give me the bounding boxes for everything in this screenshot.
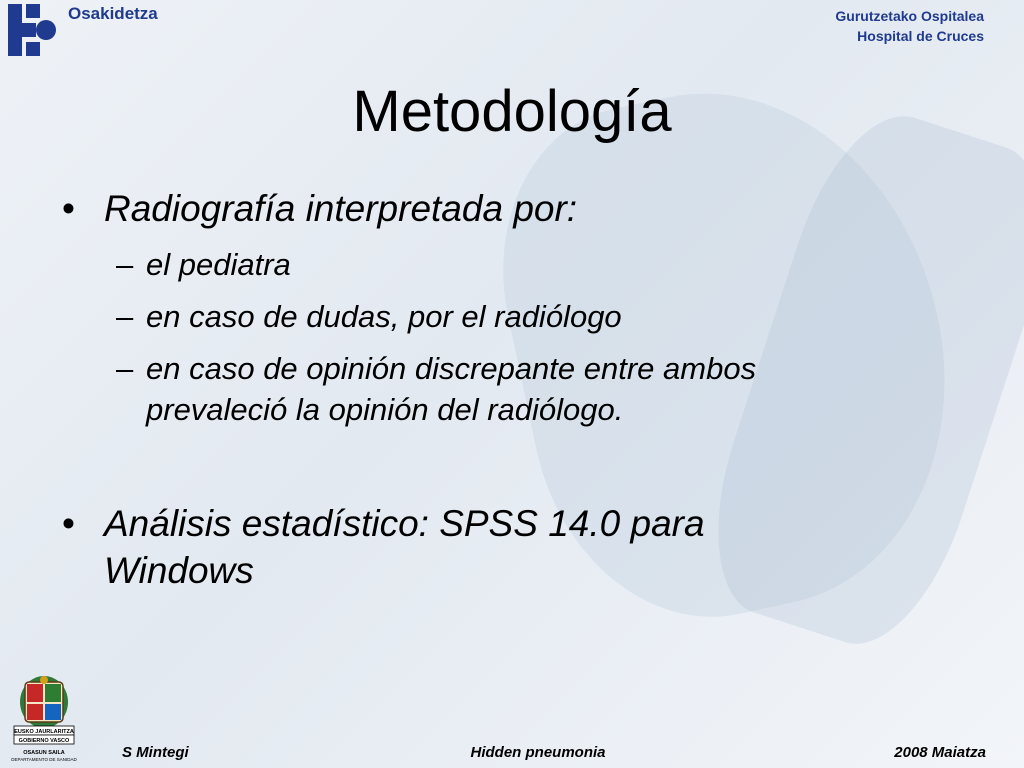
bullet-item-continuation: Windows (104, 550, 254, 591)
sub-bullet-item: en caso de dudas, por el radiólogo (146, 299, 622, 334)
slide-title: Metodología (352, 79, 672, 144)
dash-marker: – (116, 299, 134, 334)
hospital-name-basque: Gurutzetako Ospitalea (835, 8, 984, 24)
sub-bullet-item: en caso de opinión discrepante entre ambos (146, 351, 757, 386)
dash-marker: – (116, 247, 134, 282)
bullet-marker: • (62, 503, 75, 544)
footer-topic: Hidden pneumonia (470, 744, 606, 761)
org-name: Osakidetza (68, 4, 158, 23)
crest-line4: DEPARTAMENTO DE SANIDAD (11, 757, 77, 762)
bullet-item: Análisis estadístico: SPSS 14.0 para (104, 503, 705, 544)
crest-line3: OSASUN SAILA (23, 750, 65, 756)
crest-line1: EUSKO JAURLARITZA (14, 729, 74, 735)
osakidetza-logo-icon (8, 4, 60, 56)
sub-bullet-item-continuation: prevaleció la opinión del radiólogo. (146, 392, 624, 427)
bullet-item: Radiografía interpretada por: (104, 188, 578, 229)
bullet-marker: • (62, 188, 75, 229)
footer-author: S Mintegi (122, 744, 189, 761)
sub-bullet-item: el pediatra (146, 247, 291, 282)
footer-date: 2008 Maiatza (894, 744, 986, 761)
dash-marker: – (116, 351, 134, 386)
crest-line2: GOBIERNO VASCO (18, 738, 70, 744)
hospital-name-spanish: Hospital de Cruces (857, 28, 984, 44)
